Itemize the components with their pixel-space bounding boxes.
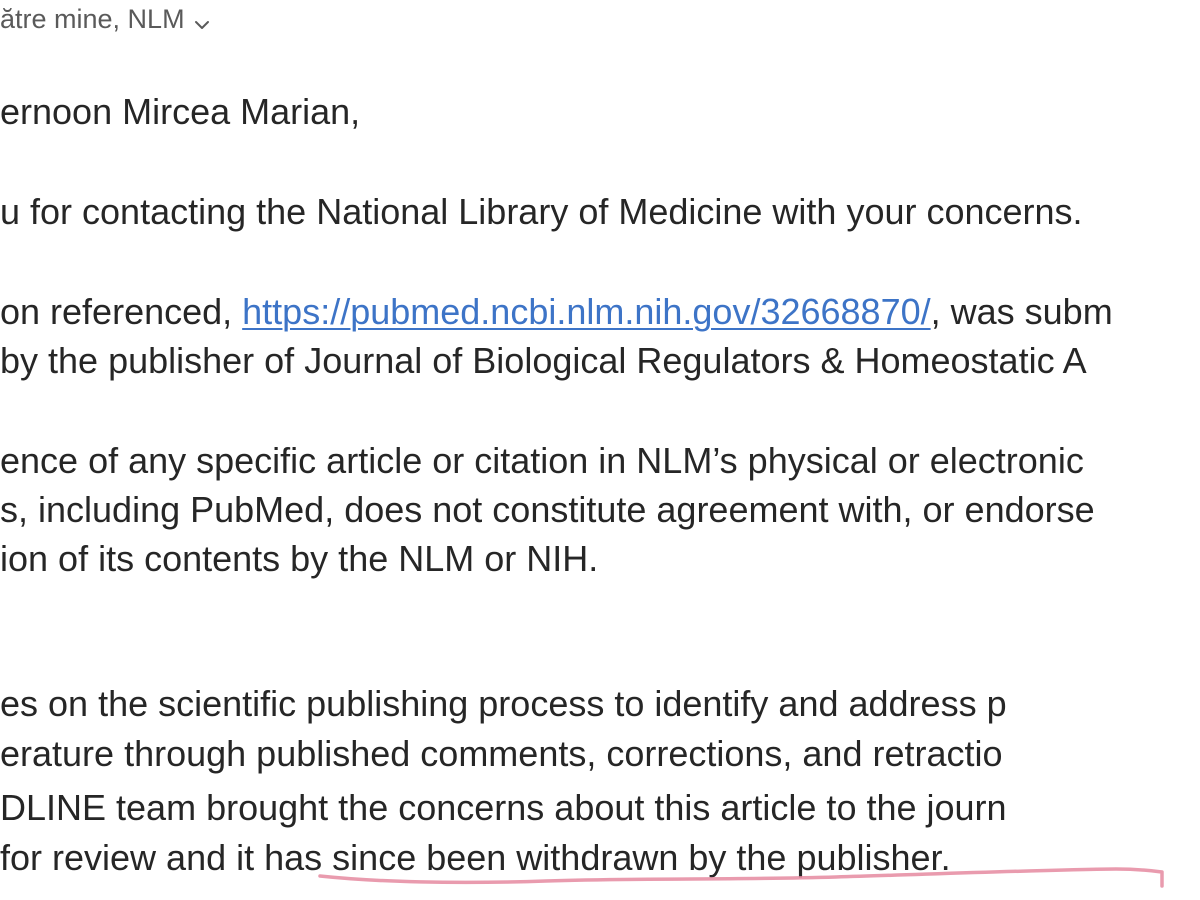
email-text: . bbox=[940, 837, 951, 878]
email-paragraph-2-line-1: ence of any specific article or citation in NLM’s physical or electronic bbox=[0, 440, 1084, 481]
highlighted-text: has since been withdrawn by the publisher bbox=[264, 837, 941, 878]
email-paragraph-1-line-1 bbox=[0, 290, 1113, 334]
pubmed-link[interactable]: https://pubmed.ncbi.nlm.nih.gov/32668870/ bbox=[242, 291, 931, 332]
email-paragraph-3-line-2: erature through published comments, corrections, and retractio bbox=[0, 733, 1003, 774]
email-paragraph-2-line-2: s, including PubMed, does not constitute agreement with, or endorse bbox=[0, 489, 1095, 530]
email-paragraph-1-line-2: by the publisher of Journal of Biological Regulators & Homeostatic A bbox=[0, 340, 1087, 381]
sender-recipient-toggle[interactable] bbox=[0, 2, 211, 36]
email-paragraph-3-line-3: DLINE team brought the concerns about this article to the journ bbox=[0, 787, 1007, 828]
sender-recipient-label: ătre mine, NLM bbox=[0, 3, 185, 34]
email-paragraph-3-line-4 bbox=[0, 836, 951, 880]
email-greeting: ernoon Mircea Marian, bbox=[0, 91, 361, 132]
email-text: , was subm bbox=[930, 291, 1113, 332]
email-thanks-line: u for contacting the National Library of Medicine with your concerns. bbox=[0, 191, 1083, 232]
chevron-down-icon[interactable] bbox=[193, 10, 211, 28]
email-text: on referenced, bbox=[0, 291, 243, 332]
email-paragraph-3-line-1: es on the scientific publishing process to identify and address p bbox=[0, 683, 1007, 724]
email-paragraph-2-line-3: ion of its contents by the NLM or NIH. bbox=[0, 538, 599, 579]
email-text: for review and it bbox=[0, 837, 265, 878]
